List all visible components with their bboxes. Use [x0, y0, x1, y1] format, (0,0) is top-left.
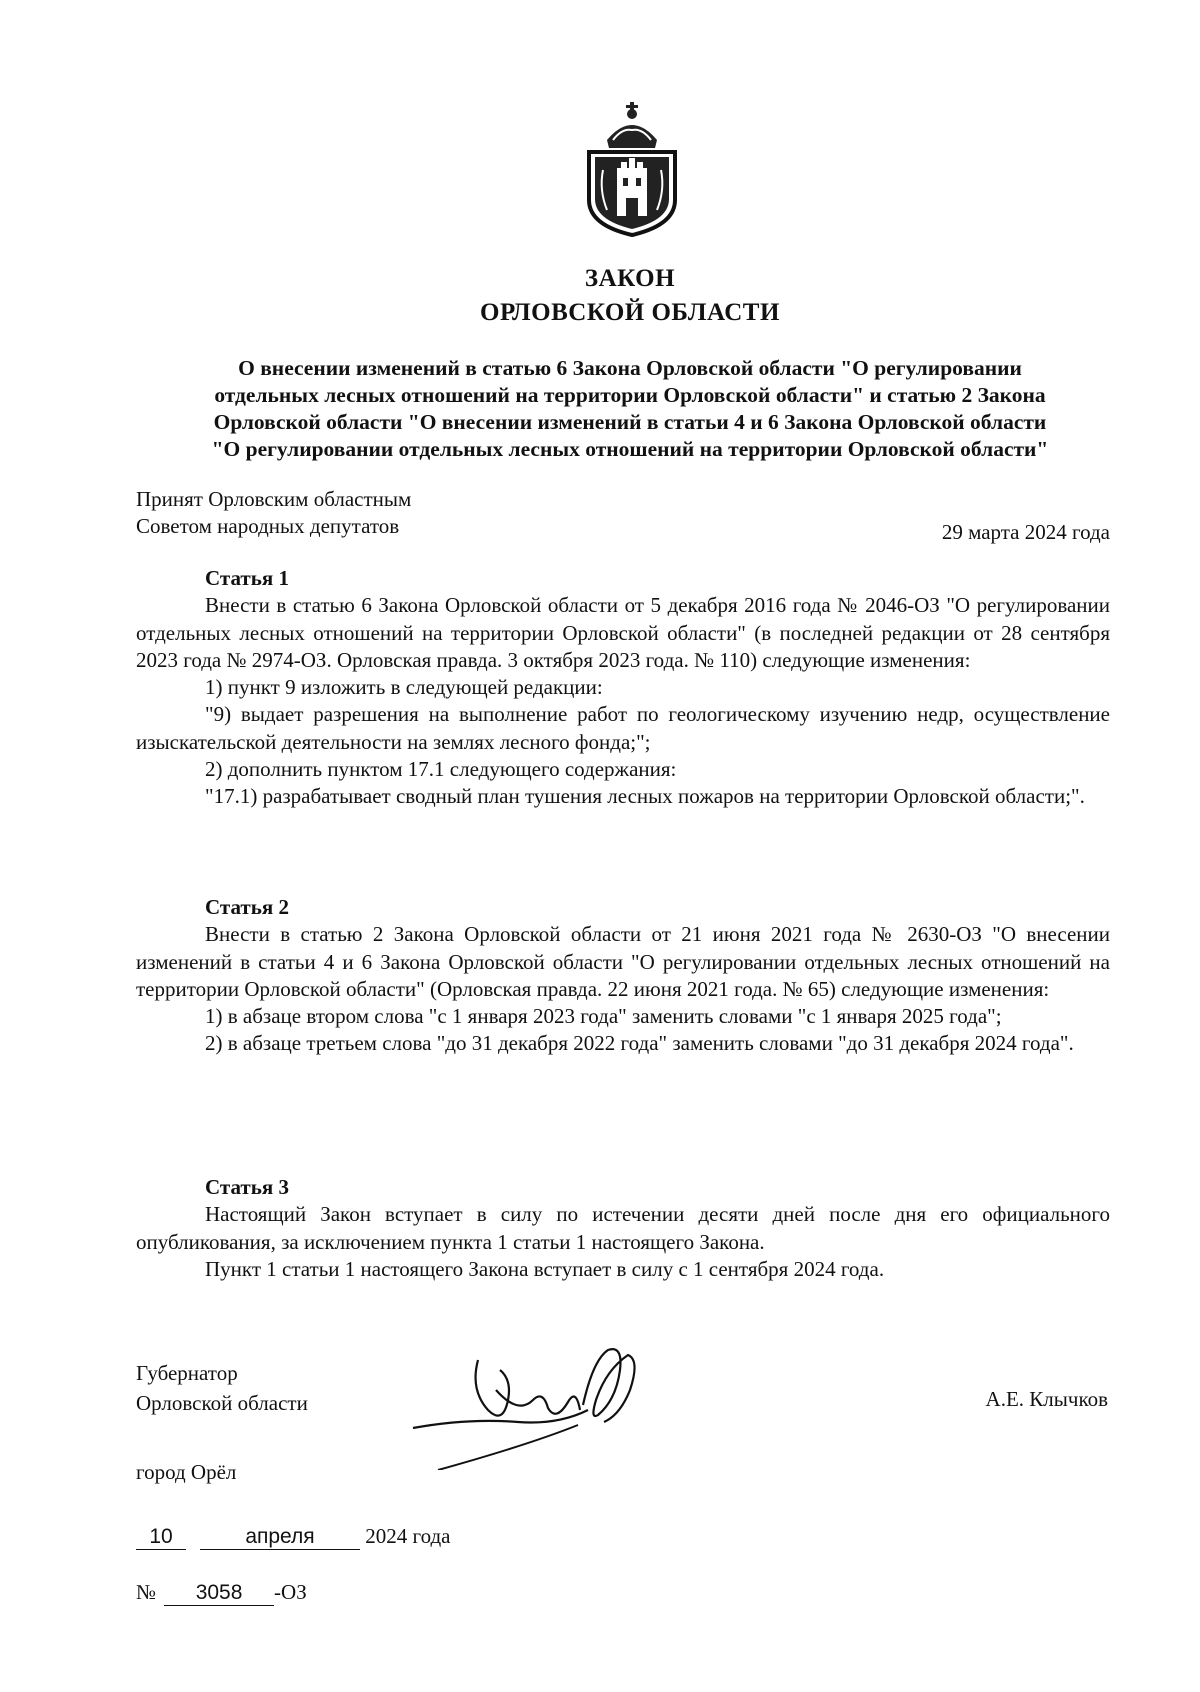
article-2: [136, 894, 1110, 1058]
subtitle-line: О внесении изменений в статью 6 Закона Орловской области "О регулировании: [238, 356, 1022, 380]
article-paragraph: 1) в абзаце втором слова "с 1 января 2023 года" заменить словами "с 1 января 2025 года";: [205, 1004, 1002, 1029]
signing-date: [136, 1524, 451, 1550]
signing-city: город Орёл: [136, 1460, 237, 1484]
handwritten-signature-icon: [408, 1330, 658, 1470]
subtitle-line: "О регулировании отдельных лесных отношений на территории Орловской области": [211, 437, 1049, 461]
article-heading: Статья 1: [205, 566, 289, 590]
adoption-line: Принят Орловским областным: [136, 487, 412, 511]
article-paragraph: Внести в статью 6 Закона Орловской области от 5 декабря 2016 года № 2046-ОЗ "О регулировании отдельных лесных отношений на территории Орловской области" (в последней редакции от 28 сентября 2023 года № 2974-ОЗ. Орловская правда. 3 октября 2023 года. № 110) следующие изменения:: [136, 593, 1110, 672]
article-paragraph: Внести в статью 2 Закона Орловской области от 21 июня 2021 года № 2630-ОЗ "О внесении изменений в статьи 4 и 6 Закона Орловской области "О регулировании отдельных лесных отношений на территории Орловской области" (Орловская правда. 22 июня 2021 года. № 65) следующие изменения:: [136, 922, 1110, 1001]
position-line: Губернатор: [136, 1361, 238, 1385]
law-number-suffix: -ОЗ: [274, 1580, 307, 1604]
document-title-region: ОРЛОВСКОЙ ОБЛАСТИ: [480, 299, 780, 326]
article-1: [136, 565, 1110, 811]
position-line: Орловской области: [136, 1391, 308, 1415]
article-paragraph: 1) пункт 9 изложить в следующей редакции:: [205, 675, 603, 700]
article-paragraph: "9) выдает разрешения на выполнение работ по геологическому изучению недр, осуществление изыскательской деятельности на землях лесного фонда;";: [136, 702, 1110, 754]
signing-day: 10: [136, 1525, 186, 1550]
adoption-info: [136, 486, 411, 540]
article-paragraph: "17.1) разрабатывает сводный план тушения лесных пожаров на территории Орловской области;".: [205, 784, 1085, 809]
document-subtitle: [150, 355, 1110, 463]
coat-of-arms-icon: [577, 100, 687, 238]
article-3: [136, 1174, 1110, 1283]
signing-month: апреля: [200, 1525, 360, 1550]
subtitle-line: Орловской области "О внесении изменений в статьи 4 и 6 Закона Орловской области: [213, 410, 1047, 434]
signatory-name: А.Е. Клычков: [985, 1387, 1108, 1411]
signatory-position: [136, 1358, 308, 1418]
law-number: [136, 1580, 307, 1606]
subtitle-line: отдельных лесных отношений на территории Орловской области" и статью 2 Закона: [214, 383, 1046, 407]
article-paragraph: Настоящий Закон вступает в силу по истечении десяти дней после дня его официального опубликования, за исключением пункта 1 статьи 1 настоящего Закона.: [136, 1202, 1110, 1254]
article-paragraph: 2) в абзаце третьем слова "до 31 декабря 2022 года" заменить словами "до 31 декабря 2024 года".: [205, 1031, 1074, 1056]
signing-year: 2024 года: [365, 1524, 451, 1548]
number-sign: №: [136, 1580, 157, 1604]
adoption-date: 29 марта 2024 года: [941, 520, 1110, 544]
document-title: ЗАКОН: [584, 265, 676, 292]
article-heading: Статья 3: [205, 1175, 289, 1199]
adoption-line: Советом народных депутатов: [136, 514, 400, 538]
article-paragraph: 2) дополнить пунктом 17.1 следующего содержания:: [205, 757, 677, 782]
article-paragraph: Пункт 1 статьи 1 настоящего Закона вступает в силу с 1 сентября 2024 года.: [205, 1256, 885, 1281]
law-number-value: 3058: [164, 1581, 274, 1606]
article-heading: Статья 2: [205, 895, 289, 919]
